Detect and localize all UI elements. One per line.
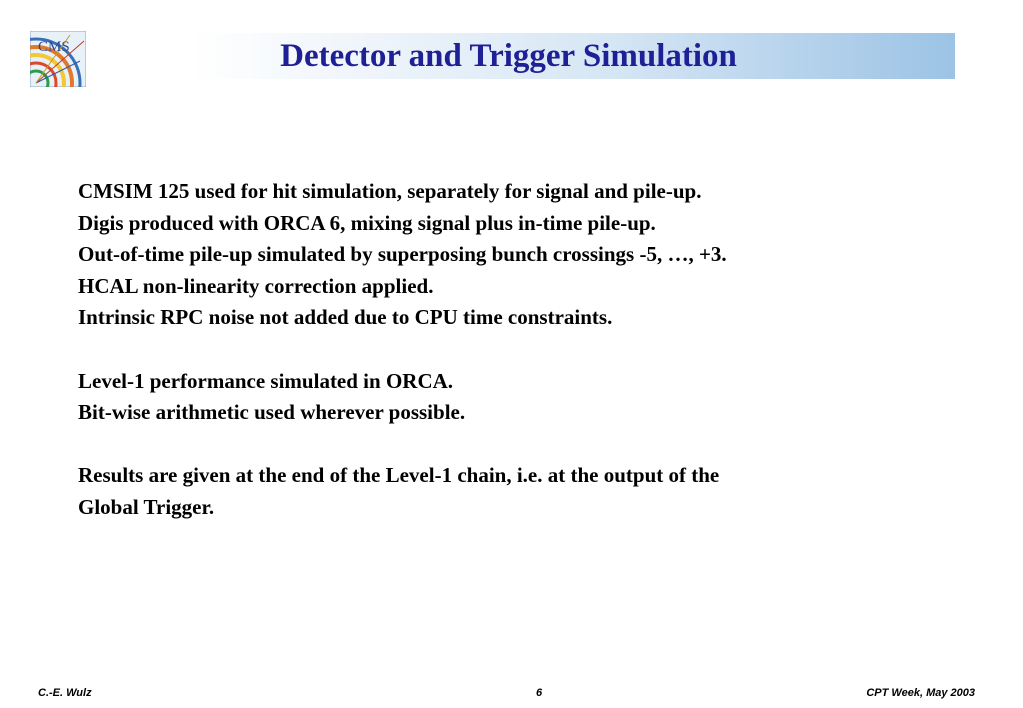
svg-text:CMS: CMS bbox=[38, 39, 70, 55]
body-line: Digis produced with ORCA 6, mixing signal plus in-time pile-up. bbox=[78, 210, 656, 235]
body-line: Out-of-time pile-up simulated by superposing bunch crossings -5, …, +3. bbox=[78, 242, 727, 267]
footer-event: CPT Week, May 2003 bbox=[866, 687, 975, 699]
slide-title: Detector and Trigger Simulation bbox=[280, 38, 737, 74]
footer-author: C.-E. Wulz bbox=[38, 687, 92, 699]
paragraph-gap bbox=[78, 429, 948, 461]
paragraph-gap bbox=[78, 334, 948, 366]
slide-body bbox=[78, 176, 948, 524]
body-line: Level-1 performance simulated in ORCA. bbox=[78, 368, 454, 393]
body-line: HCAL non-linearity correction applied. bbox=[78, 273, 434, 298]
body-line: CMSIM 125 used for hit simulation, separately for signal and pile-up. bbox=[78, 179, 702, 203]
body-line: Bit-wise arithmetic used wherever possible. bbox=[78, 400, 466, 425]
footer-page-number: 6 bbox=[536, 687, 543, 699]
body-line: Results are given at the end of the Level-1 chain, i.e. at the output of the bbox=[78, 463, 720, 488]
body-line: Global Trigger. bbox=[78, 494, 215, 519]
cms-logo bbox=[30, 31, 86, 87]
body-line: Intrinsic RPC noise not added due to CPU time constraints. bbox=[78, 305, 613, 330]
